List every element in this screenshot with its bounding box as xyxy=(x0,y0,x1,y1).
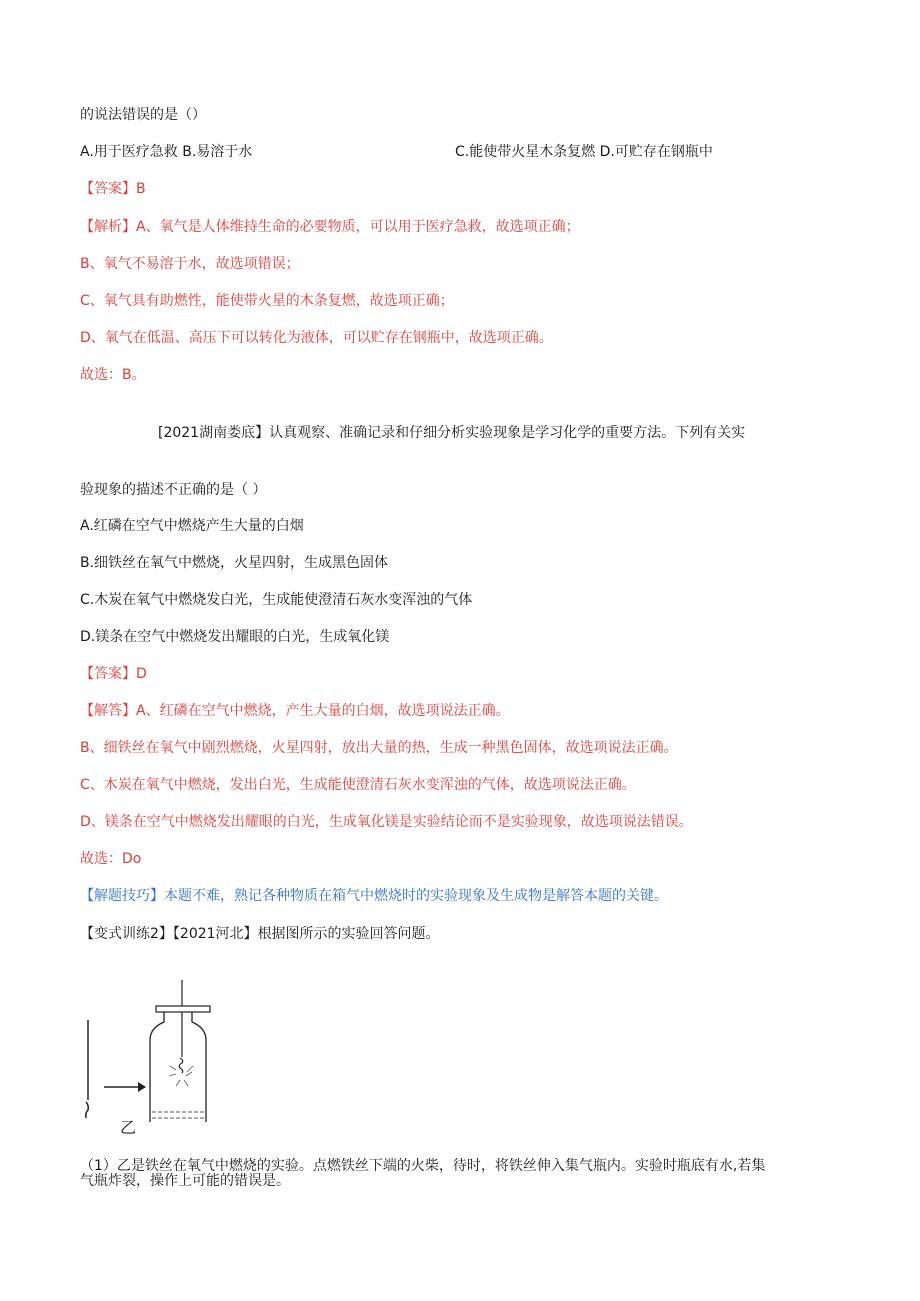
analysis-text: A、氧气是人体维持生命的必要物质，可以用于医疗急救，故选项正确； xyxy=(136,219,580,235)
q3-part1-line-2: 气瓶炸裂，操作上可能的错误是。 xyxy=(80,1173,290,1189)
q3-title-text: 根据图所示的实验回答问题。 xyxy=(257,926,440,942)
experiment-figure xyxy=(76,972,216,1122)
q2-option-b: B.细铁丝在氧气中燃烧，火星四射，生成黑色固体 xyxy=(80,555,389,571)
q1-analysis-line-3: C、氧气具有助燃性，能使带火星的木条复燃，故选项正确； xyxy=(80,293,454,309)
q2-tip xyxy=(80,886,668,906)
answer-value: D xyxy=(136,666,147,682)
q1-answer xyxy=(80,179,146,199)
tip-text: 本题不难，熟记各种物质在箱气中燃烧时的实验现象及生成物是解答本题的关键。 xyxy=(164,888,668,904)
answer-value: B xyxy=(136,181,146,197)
answer-tag: 【答案】 xyxy=(80,666,136,682)
answer-tag: 【答案】 xyxy=(80,181,136,197)
q2-option-c: C.木炭在氧气中燃烧发白光，生成能使澄清石灰水变浑浊的气体 xyxy=(80,592,473,608)
arrow-head-icon xyxy=(138,1082,146,1092)
q1-analysis-line-4: D、氧气在低温、高压下可以转化为液体，可以贮存在钢瓶中，故选项正确。 xyxy=(80,330,553,346)
q2-stem-line-2: 验现象的描述不正确的是（ ） xyxy=(80,482,267,498)
coil-left xyxy=(86,1102,89,1118)
q1-options-cd: C.能使带火星木条复燃 D.可贮存在钢瓶中 xyxy=(455,144,713,160)
coil-burning xyxy=(179,1058,182,1073)
analysis-tag: 【解析】 xyxy=(80,219,136,235)
q2-analysis-line-3: C、木炭在氧气中燃烧，发出白光，生成能使澄清石灰水变浑浊的气体，故选项说法正确。 xyxy=(80,777,636,793)
q1-options-ab: A.用于医疗急救 B.易溶于水 xyxy=(80,144,253,160)
q3-title xyxy=(80,924,440,944)
q2-option-a: A.红磷在空气中燃烧产生大量的白烟 xyxy=(80,518,304,534)
analysis-text: A、红磷在空气中燃烧，产生大量的白烟，故选项说法正确。 xyxy=(136,703,510,719)
q2-answer xyxy=(80,664,147,684)
q1-analysis-line-2: B、氧气不易溶于水，故选项错误； xyxy=(80,256,300,272)
q3-part1-line-1: （1）乙是铁丝在氧气中燃烧的实验。点燃铁丝下端的火柴，待时，将铁丝伸入集气瓶内。实验时瓶底有水,若集 xyxy=(80,1158,766,1174)
figure-label: 乙 xyxy=(120,1118,137,1137)
q3-tag-source: 【2021河北】 xyxy=(172,926,258,942)
q1-stem-tail: 的说法错误的是（） xyxy=(80,107,206,123)
gas-bottle xyxy=(150,1012,206,1122)
q2-option-d: D.镁条在空气中燃烧发出耀眼的白光，生成氧化镁 xyxy=(80,629,390,645)
tip-tag: 【解题技巧】 xyxy=(80,888,164,904)
q3-tag-variant: 【变式训练2】 xyxy=(80,926,173,942)
q2-stem-line-1: [2021湖南娄底】认真观察、准确记录和仔细分析实验现象是学习化学的重要方法。下列有关实 xyxy=(158,425,746,441)
q1-conclusion: 故选：B。 xyxy=(80,367,146,383)
q2-analysis-line-2: B、细铁丝在氧气中剧烈燃烧，火星四射，放出大量的热，生成一种黑色固体，故选项说法正确。 xyxy=(80,740,678,756)
analysis-tag: 【解答】 xyxy=(80,703,136,719)
q2-analysis-line-4: D、镁条在空气中燃烧发出耀眼的白光，生成氧化镁是实验结论而不是实验现象，故选项说法错误。 xyxy=(80,814,693,830)
q2-analysis-line-1 xyxy=(80,701,510,721)
bottle-lid xyxy=(156,1006,210,1012)
q1-analysis-line-1 xyxy=(80,217,580,237)
q2-conclusion: 故选：Do xyxy=(80,851,142,867)
